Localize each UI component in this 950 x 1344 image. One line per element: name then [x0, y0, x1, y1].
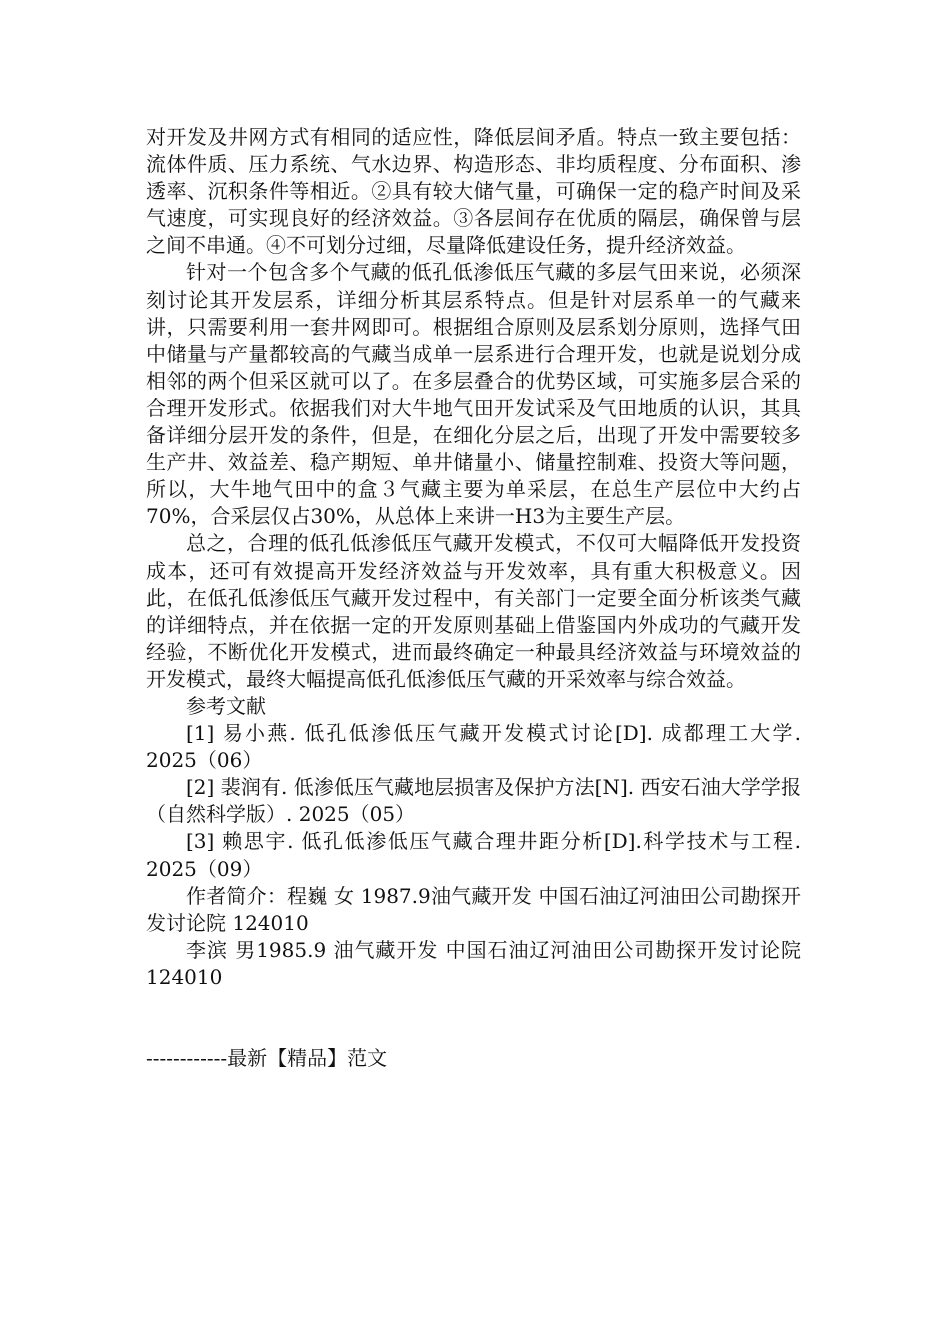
body-paragraph: 针对一个包含多个气藏的低孔低渗低压气藏的多层气田来说，必须深刻讨论其开发层系，详细分析其层系特点。但是针对层系单一的气藏来讲，只需要利用一套井网即可。根据组合原则及层系划分原则，选择气田中储量与产量都较高的气藏当成单一层系进行合理开发，也就是说划分成相邻的两个但采区就可以了。在多层叠合的优势区域，可实施多层合采的合理开发形式。依据我们对大牛地气田开发试采及气田地质的认识，其具备详细分层开发的条件，但是，在细化分层之后，出现了开发中需要较多生产井、效益差、稳产期短、单井储量小、储量控制难、投资大等问题，所以，大牛地气田中的盒３气藏主要为单采层，在总生产层位中大约占70%，合采层仅占30%，从总体上来讲一H3为主要生产层。: [146, 260, 801, 529]
body-paragraph: 总之，合理的低孔低渗低压气藏开发模式，不仅可大幅降低开发投资成本，还可有效提高开发经济效益与开发效率，具有重大积极意义。因此，在低孔低渗低压气藏开发过程中，有关部门一定要全面分析该类气藏的详细特点，并在依据一定的开发原则基础上借鉴国内外成功的气藏开发经验，不断优化开发模式，进而最终确定一种最具经济效益与环境效益的开发模式，最终大幅提高低孔低渗低压气藏的开采效率与综合效益。: [146, 531, 801, 691]
author-bio: 李滨 男1985.9 油气藏开发 中国石油辽河油田公司勘探开发讨论院124010: [146, 937, 801, 989]
body-paragraph-continued: 对开发及井网方式有相同的适应性，降低层间矛盾。特点一致主要包括：流体件质、压力系统、气水边界、构造形态、非均质程度、分布面积、渗透率、沉积条件等相近。②具有较大储气量，可确保一定的稳产时间及采气速度，可实现良好的经济效益。③各层间存在优质的隔层，确保曾与层之间不串通。④不可划分过细，尽量降低建设任务，提升经济效益。: [146, 125, 801, 258]
author-bio: 作者简介：程巍 女 1987.9油气藏开发 中国石油辽河油田公司勘探开发讨论院 124010: [146, 883, 801, 935]
reference-item: [2] 裴润有. 低渗低压气藏地层损害及保护方法[N]. 西安石油大学学报（自然科学版）. 2025（05）: [146, 775, 801, 827]
reference-item: [3] 赖思宇. 低孔低渗低压气藏合理井距分析[D].科学技术与工程. 2025（09）: [146, 829, 801, 881]
document-body: [146, 124, 801, 991]
footer-watermark-text: ------------最新【精品】范文: [146, 1046, 388, 1070]
references-heading: 参考文献: [186, 693, 266, 718]
reference-item: [1] 易小燕. 低孔低渗低压气藏开发模式讨论[D]. 成都理工大学. 2025（06）: [146, 721, 801, 773]
